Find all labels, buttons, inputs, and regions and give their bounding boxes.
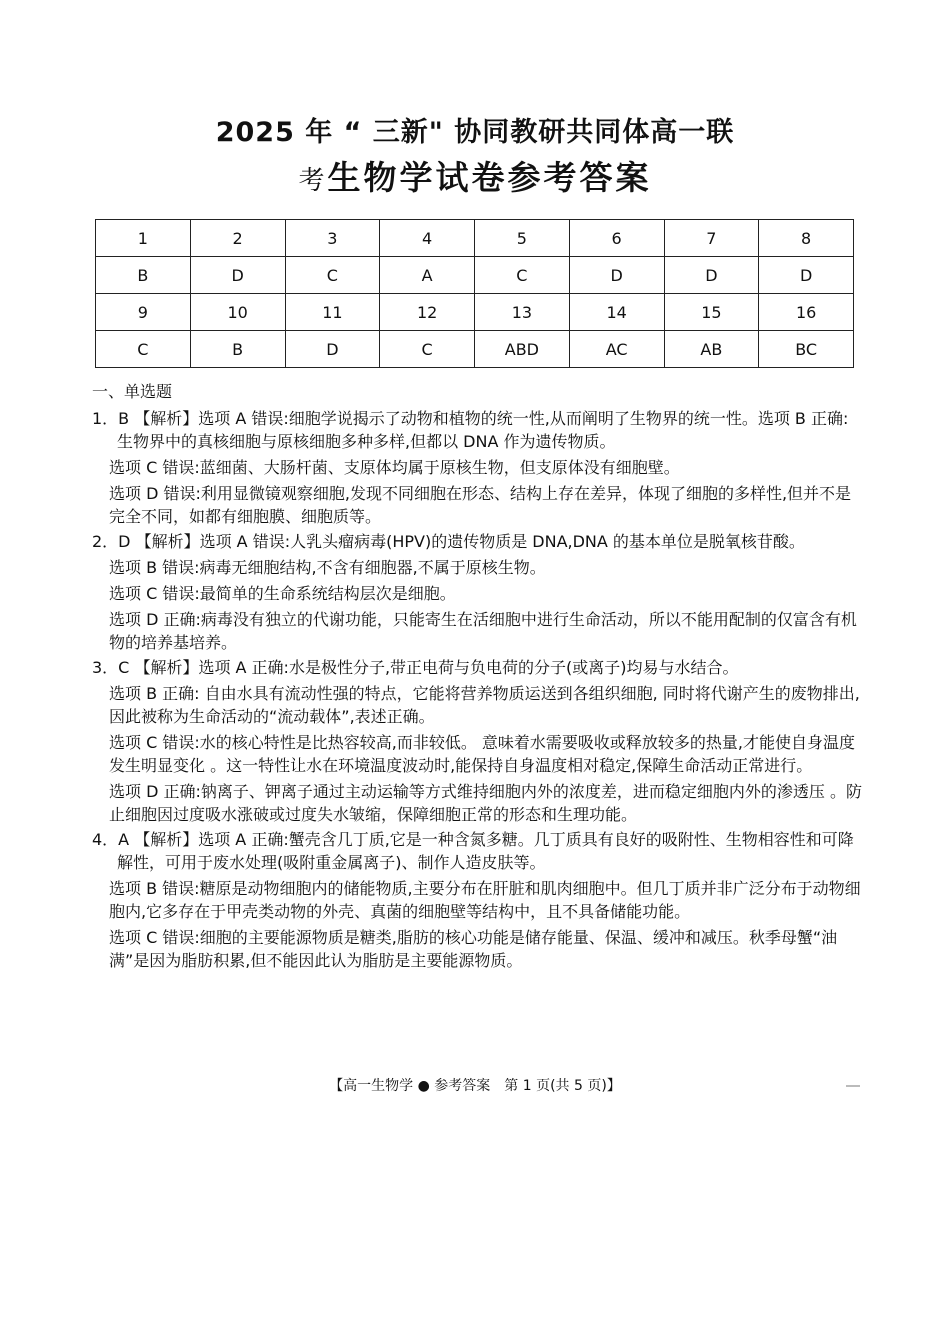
q2-option-b: 选项 B 错误:病毒无细胞结构,不含有细胞器,不属于原核生物。 — [109, 558, 546, 577]
answer-table-cell: 1 — [96, 220, 191, 257]
answer-table-cell: C — [380, 331, 475, 368]
answer-table-number-row — [96, 220, 854, 257]
answer-table-cell: 12 — [380, 294, 475, 331]
q2-option-d: 选项 D 正确:病毒没有独立的代谢功能，只能寄生在活细胞中进行生命活动，所以不能用配制的仅富含有机物的培养基培养。 — [109, 610, 857, 652]
answer-table-cell: 2 — [190, 220, 285, 257]
q4-option-c: 选项 C 错误:细胞的主要能源物质是糖类,脂肪的核心功能是储存能量、保温、缓冲和减压。秋季母蟹“油满”是因为脂肪积累,但不能因此认为脂肪是主要能源物质。 — [109, 928, 838, 970]
answer-table — [95, 219, 854, 368]
answer-table-cell: 15 — [664, 294, 759, 331]
answer-table-cell: 11 — [285, 294, 380, 331]
answer-table-cell: A — [380, 257, 475, 294]
answer-table-cell: 6 — [569, 220, 664, 257]
answer-table-answer-row — [96, 331, 854, 368]
answer-table-cell: 16 — [759, 294, 854, 331]
answer-table-cell: 7 — [664, 220, 759, 257]
answer-table-cell: D — [759, 257, 854, 294]
answer-table-cell: AB — [664, 331, 759, 368]
answer-table-answer-row — [96, 257, 854, 294]
answer-table-cell: 13 — [475, 294, 570, 331]
exam-title-line1: 2025 年 “ 三新" 协同教研共同体高一联 — [215, 117, 735, 148]
exam-title-line2 — [0, 152, 950, 199]
q1-explanation: 1．B 【解析】选项 A 错误:细胞学说揭示了动物和植物的统一性,从而阐明了生物界的统一性。选项 B 正确:生物界中的真核细胞与原核细胞多种多样,但都以 DNA 作为遗传物质。 — [92, 409, 849, 451]
answer-table-cell: C — [96, 331, 191, 368]
answer-table-cell: 9 — [96, 294, 191, 331]
q1-option-c: 选项 C 错误:蓝细菌、大肠杆菌、支原体均属于原核生物，但支原体没有细胞壁。 — [109, 458, 680, 477]
answer-table-number-row — [96, 294, 854, 331]
answer-table-cell: C — [285, 257, 380, 294]
answer-table-cell: B — [96, 257, 191, 294]
answer-table-cell: 14 — [569, 294, 664, 331]
answer-table-cell: B — [190, 331, 285, 368]
answer-table-cell: 3 — [285, 220, 380, 257]
answer-table-cell: ABD — [475, 331, 570, 368]
q3-option-b: 选项 B 正确: 自由水具有流动性强的特点，它能将营养物质运送到各组织细胞, 同时将代谢产生的废物排出,因此被称为生命活动的“流动载体”,表述正确。 — [109, 684, 860, 726]
answer-table-cell: D — [285, 331, 380, 368]
exam-title-line2-prefix: 考 — [298, 166, 328, 196]
q4-explanation: 4．A 【解析】选项 A 正确:蟹壳含几丁质,它是一种含氮多糖。几丁质具有良好的吸附性、生物相容性和可降解性，可用于废水处理(吸附重金属离子)、制作人造皮肤等。 — [92, 830, 854, 872]
answer-table-cell: BC — [759, 331, 854, 368]
q3-explanation: 3．C 【解析】选项 A 正确:水是极性分子,带正电荷与负电荷的分子(或离子)均易与水结合。 — [92, 658, 739, 677]
answer-table-cell: 10 — [190, 294, 285, 331]
answer-table-cell: 8 — [759, 220, 854, 257]
answer-table-cell: D — [569, 257, 664, 294]
q3-option-d: 选项 D 正确:钠离子、钾离子通过主动运输等方式维持细胞内外的浓度差，进而稳定细胞内外的渗透压 。防止细胞因过度吸水涨破或过度失水皱缩，保障细胞正常的形态和生理功能。 — [109, 782, 862, 824]
answer-table-cell: 5 — [475, 220, 570, 257]
q1-option-d: 选项 D 错误:利用显微镜观察细胞,发现不同细胞在形态、结构上存在差异，体现了细胞的多样性,但并不是完全不同，如都有细胞膜、细胞质等。 — [109, 484, 852, 526]
answer-table-cell: D — [190, 257, 285, 294]
scan-mark — [846, 1085, 860, 1087]
q2-option-c: 选项 C 错误:最简单的生命系统结构层次是细胞。 — [109, 584, 456, 603]
answer-table-cell: C — [475, 257, 570, 294]
section-title: 一、单选题 — [92, 382, 173, 401]
q3-option-c: 选项 C 错误:水的核心特性是比热容较高,而非较低。 意味着水需要吸收或释放较多的热量,才能使自身温度发生明显变化 。这一特性让水在环境温度波动时,能保持自身温度相对稳定,保障生命活动正常进行。 — [109, 733, 855, 775]
page-footer: 【高一生物学 ● 参考答案 第 1 页(共 5 页)】 — [329, 1078, 621, 1094]
answer-table-cell: 4 — [380, 220, 475, 257]
answer-table-cell: AC — [569, 331, 664, 368]
answer-table-cell: D — [664, 257, 759, 294]
answer-explanations — [92, 380, 862, 972]
exam-title-line2-main: 生物学试卷参考答案 — [327, 158, 652, 197]
q2-explanation: 2．D 【解析】选项 A 错误:人乳头瘤病毒(HPV)的遗传物质是 DNA,DNA 的基本单位是脱氧核苷酸。 — [92, 532, 805, 551]
q4-option-b: 选项 B 错误:糖原是动物细胞内的储能物质,主要分布在肝脏和肌肉细胞中。但几丁质并非广泛分布于动物细胞内,它多存在于甲壳类动物的外壳、真菌的细胞壁等结构中，且不具备储能功能。 — [109, 879, 861, 921]
